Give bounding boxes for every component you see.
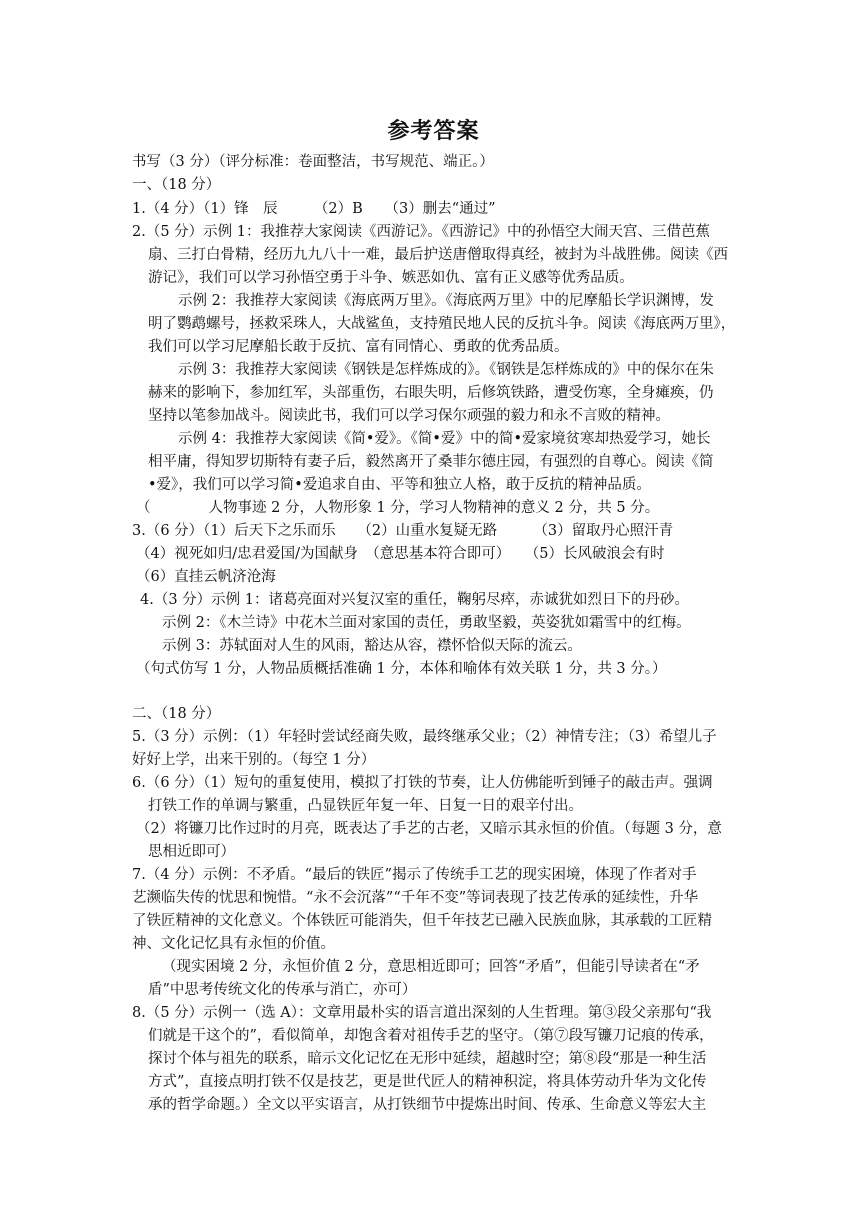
text-line: 5.（3 分）示例：（1）年轻时尝试经商失败，最终继承父业；（2）神情专注；（3）希望儿子 — [132, 729, 717, 745]
text-line: 神、文化记忆具有永恒的价值。 — [132, 936, 335, 952]
text-line: 示例 2：《木兰诗》中花木兰面对家国的责任，勇敢坚毅，英姿犹如霜雪中的红梅。 — [162, 615, 691, 631]
text-line: （2）将镰刀比作过时的月亮，既表达了手艺的古老，又暗示其永恒的价值。（每题 3 分，意 — [136, 821, 722, 837]
text-line: 二、（18 分） — [132, 706, 221, 722]
text-line: 一、（18 分） — [132, 177, 221, 193]
page-title: 参考答案 — [387, 118, 480, 144]
text-line: （6）直挂云帆济沧海 — [136, 569, 276, 585]
text-line: （ 人物事迹 2 分，人物形象 1 分，学习人物精神的意义 2 分，共 5 分。 — [136, 500, 660, 516]
text-line: 6.（6 分）（1）短句的重复使用，模拟了打铁的节奏，让人仿佛能听到锤子的敲击声。强调 — [132, 775, 713, 791]
text-line: 相平庸，得知罗切斯特有妻子后，毅然离开了桑菲尔德庄园，有强烈的自尊心。阅读《简 — [148, 454, 714, 470]
text-line: 承的哲学命题。）全文以平实语言，从打铁细节中提炼出时间、传承、生命意义等宏大主 — [148, 1097, 707, 1113]
text-line: 艺濒临失传的忧思和惋惜。“永不会沉落”“千年不变”等词表现了技艺传承的延续性，升华 — [132, 890, 699, 906]
text-line: 探讨个体与祖先的联系，暗示文化记忆在无形中延续，超越时空；第⑧段“那是一种生活 — [148, 1051, 707, 1067]
text-line: 我们可以学习尼摩船长敢于反抗、富有同情心、勇敢的优秀品质。 — [148, 339, 569, 355]
text-line: （现实困境 2 分，永恒价值 2 分，意思相近即可；回答“矛盾”，但能引导读者在“矛 — [162, 959, 700, 975]
text-line: 盾”中思考传统文化的传承与消亡，亦可） — [148, 982, 417, 998]
text-line: •爱》，我们可以学习简•爱追求自由、平等和独立人格，敢于反抗的精神品质。 — [148, 477, 651, 493]
text-line: 7.（4 分）示例：不矛盾。“最后的铁匠”揭示了传统手工艺的现实困境，体现了作者对手 — [132, 867, 697, 883]
text-line: 坚持以笔参加战斗。阅读此书，我们可以学习保尔顽强的毅力和永不言败的精神。 — [148, 408, 670, 424]
text-line: 书写（3 分）（评分标准：卷面整洁，书写规范、端正。） — [132, 154, 494, 170]
text-line: 游记》，我们可以学习孙悟空勇于斗争、嫉恶如仇、富有正义感等优秀品质。 — [148, 270, 634, 286]
text-line: 方式”，直接点明打铁不仅是技艺，更是世代匠人的精神积淀，将具体劳动升华为文化传 — [148, 1074, 707, 1090]
text-line: 3.（6 分）（1）后天下之乐而乐 （2）山重水复疑无路 （3）留取丹心照汗青 — [132, 523, 674, 539]
text-line: 示例 4：我推荐大家阅读《简•爱》。《简•爱》中的简•爱家境贫寒却热爱学习，她长 — [178, 431, 711, 447]
text-line: 2.（5 分）示例 1：我推荐大家阅读《西游记》。《西游记》中的孙悟空大闹天宫、三借芭蕉 — [132, 224, 710, 240]
text-line: 好好上学，出来干别的。（每空 1 分） — [132, 752, 376, 768]
text-line: 扇、三打白骨精，经历九九八十一难，最后护送唐僧取得真经，被封为斗战胜佛。阅读《西 — [148, 247, 728, 263]
text-line: 了铁匠精神的文化意义。个体铁匠可能消失，但千年技艺已融入民族血脉，其承载的工匠精 — [132, 913, 712, 929]
text-line: （4）视死如归/忠君爱国/为国献身 （意思基本符合即可） （5）长风破浪会有时 — [136, 546, 665, 562]
text-line: 赫来的影响下，参加红军，头部重伤，右眼失明，后修筑铁路，遭受伤寒，全身瘫痪，仍 — [148, 385, 714, 401]
text-line: 8.（5 分）示例一（选 A）：文章用最朴实的语言道出深刻的人生哲理。第③段父亲那句“我 — [132, 1005, 712, 1021]
text-line: 打铁工作的单调与繁重，凸显铁匠年复一年、日复一日的艰辛付出。 — [148, 798, 583, 814]
text-line: 示例 2：我推荐大家阅读《海底两万里》。《海底两万里》中的尼摩船长学识渊博，发 — [178, 293, 714, 309]
text-line: 明了鹦鹉螺号，拯救采珠人，大战鲨鱼，支持殖民地人民的反抗斗争。阅读《海底两万里》， — [148, 316, 736, 332]
text-line: 示例 3：苏轼面对人生的风雨，豁达从容，襟怀恰似天际的流云。 — [162, 638, 582, 654]
text-line: 4.（3 分）示例 1：诸葛亮面对兴复汉室的重任，鞠躬尽瘁，赤诚犹如烈日下的丹砂。 — [140, 592, 690, 608]
text-line: 1.（4 分）（1）锋 辰 （2）B （3）删去“通过” — [132, 201, 496, 217]
text-line: 们就是干这个的”，看似简单，却饱含着对祖传手艺的坚守。（第⑦段写镰刀记痕的传承， — [148, 1028, 714, 1044]
text-line: 思相近即可） — [148, 844, 235, 860]
text-line: （句式仿写 1 分，人物品质概括准确 1 分，本体和喻体有效关联 1 分，共 3 分。） — [136, 661, 667, 677]
text-line: 示例 3：我推荐大家阅读《钢铁是怎样炼成的》。《钢铁是怎样炼成的》中的保尔在朱 — [178, 362, 714, 378]
